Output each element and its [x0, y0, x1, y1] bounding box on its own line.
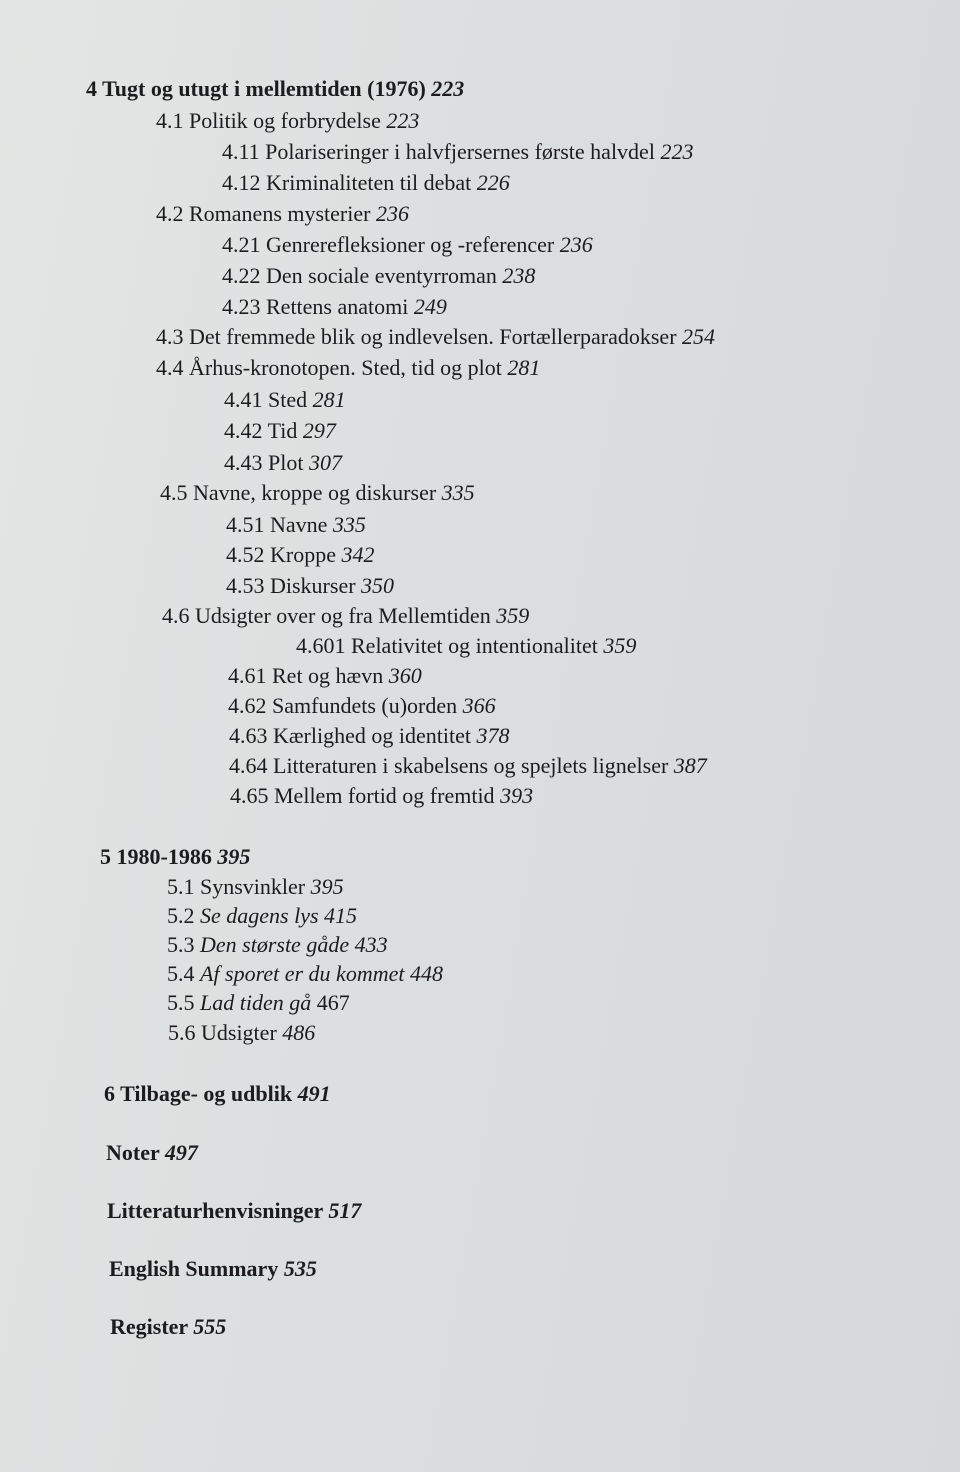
toc-entry-title: English Summary [109, 1256, 279, 1281]
toc-page-number: 555 [193, 1314, 227, 1339]
toc-page-number: 223 [431, 76, 465, 101]
toc-page-number: 491 [297, 1081, 331, 1106]
toc-page-number: 236 [559, 232, 593, 257]
toc-entry-title: Af sporet er du kommet [200, 961, 405, 986]
toc-page-number: 359 [603, 633, 637, 658]
toc-entry-title: 4 Tugt og utugt i mellemtiden (1976) [86, 76, 426, 101]
toc-entry-title: 4.41 Sted [224, 387, 308, 412]
toc-page-number: 350 [361, 573, 395, 598]
toc-page-number: 486 [282, 1020, 316, 1045]
toc-entry-title: 4.22 Den sociale eventyrroman [222, 263, 497, 288]
toc-entry [229, 725, 509, 747]
toc-entry [156, 203, 409, 225]
toc-page-number: 535 [283, 1256, 317, 1281]
toc-entry-title: Se dagens lys [200, 903, 319, 928]
toc-entry-title: 4.1 Politik og forbrydelse [156, 108, 381, 133]
toc-entry-title: 4.43 Plot [224, 450, 304, 475]
toc-entry [226, 514, 366, 536]
toc-page-number: 395 [310, 874, 344, 899]
toc-page-number: 335 [441, 480, 475, 505]
toc-entry-title: 4.53 Diskurser [226, 573, 356, 598]
toc-entry [100, 846, 250, 868]
toc-entry [160, 482, 475, 504]
toc-entry-title: 4.6 Udsigter over og fra Mellemtiden [162, 603, 491, 628]
toc-page-number: 433 [354, 932, 388, 957]
toc-page-number: 360 [388, 663, 422, 688]
toc-entry-title: 4.21 Genrerefleksioner og -referencer [222, 232, 555, 257]
toc-page-number: 307 [308, 450, 342, 475]
toc-entry-number: 5.3 [167, 932, 195, 957]
toc-page-number: 223 [386, 108, 420, 133]
toc-entry-title: Noter [106, 1140, 160, 1165]
toc-page-number: 254 [682, 324, 716, 349]
toc-entry [224, 389, 346, 411]
toc-page-number: 236 [375, 201, 409, 226]
toc-entry-title: Register [110, 1314, 188, 1339]
toc-entry-title: 4.63 Kærlighed og identitet [229, 723, 471, 748]
toc-entry [224, 420, 336, 442]
toc-page-number: 281 [507, 355, 541, 380]
toc-entry [226, 544, 374, 566]
toc-entry-title: 4.601 Relativitet og intentionalitet [296, 633, 598, 658]
toc-entry [109, 1258, 317, 1280]
toc-entry [167, 963, 443, 985]
toc-entry [222, 265, 535, 287]
toc-entry-title: Synsvinkler [200, 874, 306, 899]
toc-entry [228, 665, 422, 687]
toc-entry [104, 1083, 331, 1105]
toc-entry [167, 934, 388, 956]
toc-entry [226, 575, 394, 597]
toc-entry-number: 5.4 [167, 961, 195, 986]
toc-entry-number: 5.6 [168, 1020, 196, 1045]
toc-entry [156, 326, 715, 348]
toc-entry-title: Litteraturhenvisninger [107, 1198, 323, 1223]
toc-entry-title: 5 1980-1986 [100, 844, 212, 869]
toc-page-number: 223 [660, 139, 694, 164]
toc-page-number: 281 [312, 387, 346, 412]
toc-entry-title: 4.51 Navne [226, 512, 328, 537]
toc-entry-title: Udsigter [201, 1020, 277, 1045]
toc-page-number: 497 [164, 1140, 198, 1165]
toc-entry-title: 4.62 Samfundets (u)orden [228, 693, 458, 718]
toc-entry [296, 635, 636, 657]
toc-entry [168, 1022, 315, 1044]
toc-entry-title: 4.11 Polariseringer i halvfjersernes første halvdel [222, 139, 655, 164]
toc-entry [106, 1142, 198, 1164]
toc-page-number: 249 [413, 294, 447, 319]
toc-entry [162, 605, 529, 627]
toc-entry [107, 1200, 361, 1222]
toc-entry-title: 4.61 Ret og hævn [228, 663, 384, 688]
toc-page-number: 387 [673, 753, 707, 778]
toc-page-number: 467 [316, 990, 350, 1015]
toc-entry [228, 695, 496, 717]
toc-entry [156, 110, 419, 132]
toc-entry [167, 992, 350, 1014]
toc-entry-title: 4.23 Rettens anatomi [222, 294, 409, 319]
toc-page-number: 238 [502, 263, 536, 288]
toc-page-number: 366 [462, 693, 496, 718]
toc-page-number: 342 [341, 542, 375, 567]
toc-entry [110, 1316, 226, 1338]
toc-entry [222, 296, 447, 318]
toc-page-number: 448 [409, 961, 443, 986]
toc-page-number: 378 [476, 723, 510, 748]
toc-entry [222, 172, 510, 194]
toc-page-number: 359 [496, 603, 530, 628]
toc-entry-title: 4.12 Kriminaliteten til debat [222, 170, 472, 195]
toc-entry-title: Lad tiden gå [200, 990, 312, 1015]
toc-entry-number: 5.5 [167, 990, 195, 1015]
toc-page-number: 297 [302, 418, 336, 443]
toc-entry-title: 4.5 Navne, kroppe og diskurser [160, 480, 437, 505]
toc-entry-title: 4.65 Mellem fortid og fremtid [230, 783, 495, 808]
toc-entry [222, 234, 593, 256]
toc-page-number: 395 [217, 844, 251, 869]
toc-entry [167, 905, 357, 927]
toc-entry-title: 4.4 Århus-kronotopen. Sted, tid og plot [156, 355, 502, 380]
toc-entry-title: Den største gåde [200, 932, 350, 957]
toc-entry [230, 785, 533, 807]
toc-entry [167, 876, 344, 898]
toc-page-number: 335 [332, 512, 366, 537]
toc-entry [229, 755, 707, 777]
toc-page-number: 226 [476, 170, 510, 195]
toc-entry-number: 5.2 [167, 903, 195, 928]
toc-page-number: 415 [324, 903, 358, 928]
toc-entry-title: 6 Tilbage- og udblik [104, 1081, 293, 1106]
toc-entry-title: 4.64 Litteraturen i skabelsens og spejlets lignelser [229, 753, 669, 778]
toc-entry-title: 4.3 Det fremmede blik og indlevelsen. Fortællerparadokser [156, 324, 677, 349]
toc-entry-title: 4.2 Romanens mysterier [156, 201, 371, 226]
toc-entry [222, 141, 693, 163]
toc-entry [86, 78, 464, 100]
toc-entry [156, 357, 540, 379]
toc-entry-title: 4.52 Kroppe [226, 542, 336, 567]
toc-entry [224, 452, 342, 474]
toc-entry-title: 4.42 Tid [224, 418, 298, 443]
toc-page-number: 393 [500, 783, 534, 808]
toc-entry-number: 5.1 [167, 874, 195, 899]
toc-page-number: 517 [328, 1198, 362, 1223]
